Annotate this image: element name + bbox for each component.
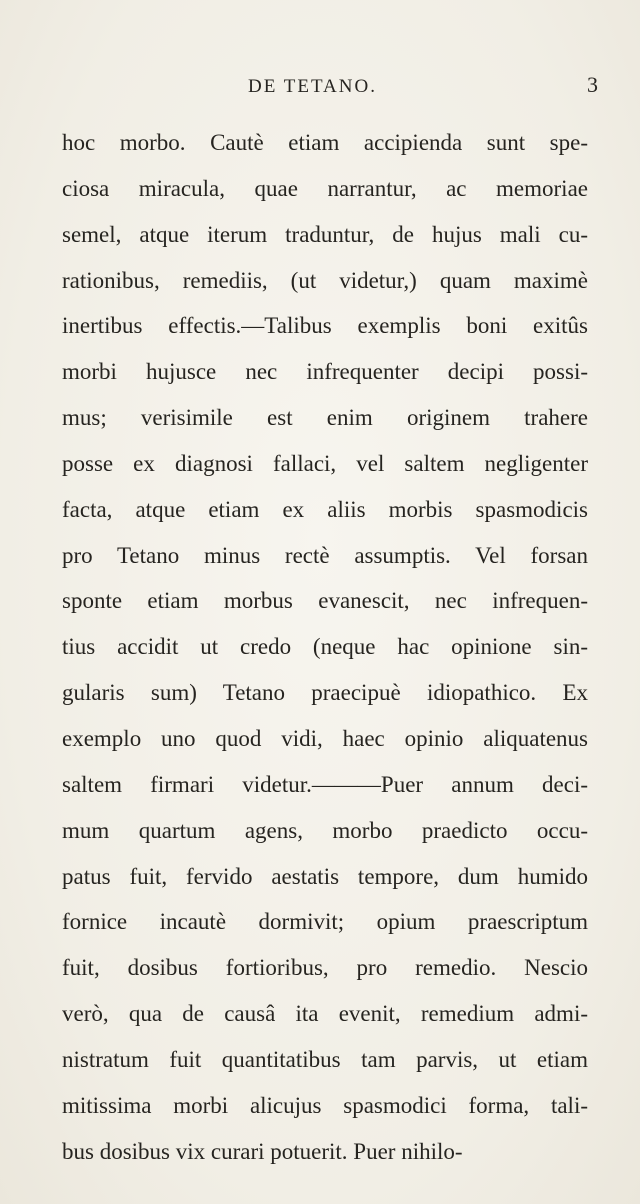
text-line: tius accidit ut credo (neque hac opinione sin- <box>62 634 588 660</box>
text-line: mitissima morbi alicujus spasmodici forma, tali- <box>62 1092 588 1118</box>
text-line: exemplo uno quod vidi, haec opinio aliquatenus <box>62 725 588 751</box>
text-line: ciosa miracula, quae narrantur, ac memoriae <box>62 175 588 201</box>
text-line: nistratum fuit quantitatibus tam parvis, ut etiam <box>62 1046 588 1072</box>
text-line: sponte etiam morbus evanescit, nec infrequen- <box>62 588 588 614</box>
text-line: fornice incautè dormivit; opium praescriptum <box>62 909 588 935</box>
body-text <box>62 120 588 1174</box>
text-line: mum quartum agens, morbo praedicto occu- <box>62 817 588 843</box>
page-number: 3 <box>587 72 598 97</box>
text-line: bus dosibus vix curari potuerit. Puer nihilo- <box>62 1138 463 1164</box>
text-line: morbi hujusce nec infrequenter decipi possi- <box>62 359 588 385</box>
text-line: patus fuit, fervido aestatis tempore, dum humido <box>62 863 588 889</box>
text-line: verò, qua de causâ ita evenit, remedium admi- <box>62 1001 588 1027</box>
text-line: mus; verisimile est enim originem trahere <box>62 405 588 431</box>
text-line: hoc morbo. Cautè etiam accipienda sunt spe- <box>62 130 588 155</box>
text-line: facta, atque etiam ex aliis morbis spasmodicis <box>62 496 588 522</box>
text-line: fuit, dosibus fortioribus, pro remedio. Nescio <box>62 955 588 981</box>
text-line: saltem firmari videtur.———Puer annum deci- <box>62 771 588 797</box>
text-line: semel, atque iterum traduntur, de hujus mali cu- <box>62 221 588 247</box>
text-line: inertibus effectis.—Talibus exemplis boni exitûs <box>62 313 588 339</box>
text-line: posse ex diagnosi fallaci, vel saltem negligenter <box>62 450 588 476</box>
running-title: DE TETANO. <box>248 76 377 97</box>
running-head <box>0 60 640 100</box>
text-line: rationibus, remediis, (ut videtur,) quam maximè <box>62 267 588 293</box>
text-line: gularis sum) Tetano praecipuè idiopathico. Ex <box>62 680 588 706</box>
text-line: pro Tetano minus rectè assumptis. Vel forsan <box>62 542 588 568</box>
